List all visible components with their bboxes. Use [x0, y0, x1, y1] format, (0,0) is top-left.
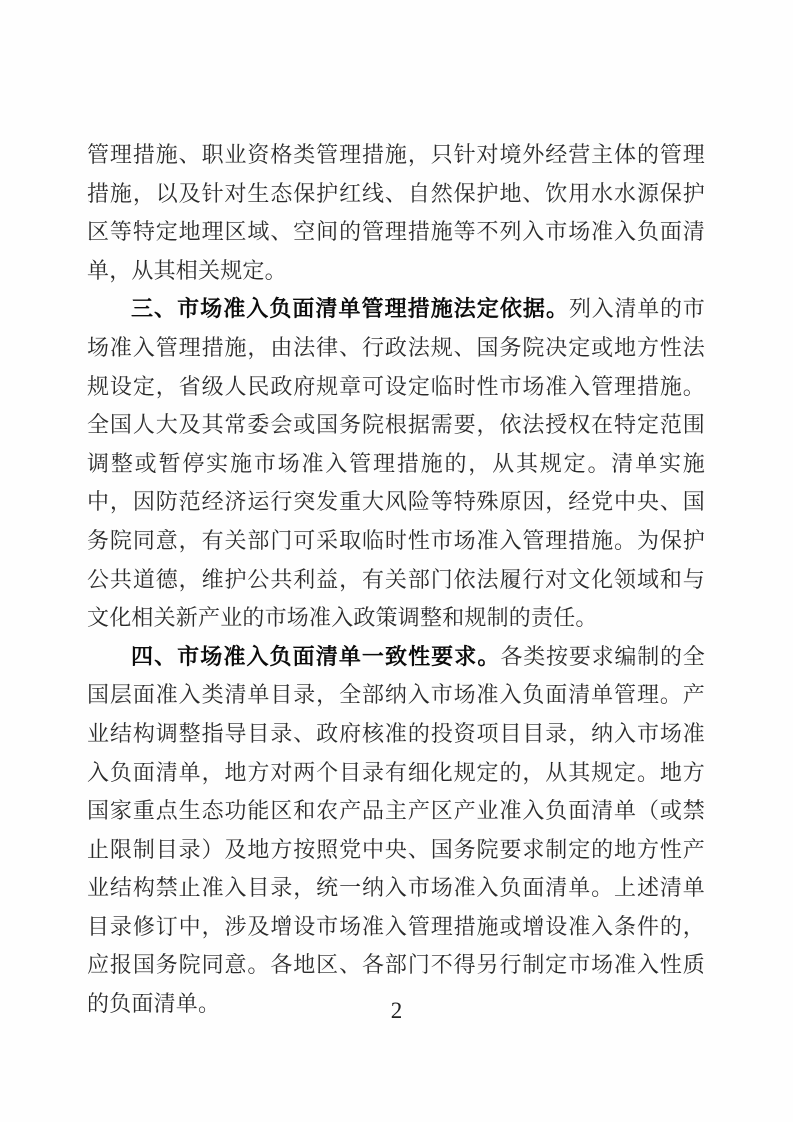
paragraph-text: 列入清单的市场准入管理措施，由法律、行政法规、国务院决定或地方性法规设定，省级人民政府规章可设定临时性市场准入管理措施。全国人大及其常委会或国务院根据需要，依法授权在特定范围调整或暂停实施市场准入管理措施的，从其规定。清单实施中，因防范经济运行突发重大风险等特殊原因，经党中央、国务院同意，有关部门可采取临时性市场准入管理措施。为保护公共道德，维护公共利益，有关部门依法履行对文化领域和与文化相关新产业的市场准入政策调整和规制的责任。 [87, 296, 705, 631]
paragraph [87, 136, 705, 290]
page-number: 2 [390, 998, 403, 1023]
section-heading: 四、市场准入负面清单一致性要求。 [131, 643, 501, 669]
paragraph-text: 各类按要求编制的全国层面准入类清单目录，全部纳入市场准入负面清单管理。产业结构调整指导目录、政府核准的投资项目目录，纳入市场准入负面清单，地方对两个目录有细化规定的，从其规定。地方国家重点生态功能区和农产品主产区产业准入负面清单（或禁止限制目录）及地方按照党中央、国务院要求制定的地方性产业结构禁止准入目录，统一纳入市场准入负面清单。上述清单目录修订中，涉及增设市场准入管理措施或增设准入条件的，应报国务院同意。各地区、各部门不得另行制定市场准入性质的负面清单。 [87, 643, 705, 1017]
paragraph-text: 管理措施、职业资格类管理措施，只针对境外经营主体的管理措施，以及针对生态保护红线、自然保护地、饮用水水源保护区等特定地理区域、空间的管理措施等不列入市场准入负面清单，从其相关规定。 [87, 142, 705, 283]
document-body [87, 136, 705, 1024]
section-heading: 三、市场准入负面清单管理措施法定依据。 [131, 296, 570, 322]
paragraph [87, 290, 705, 637]
paragraph [87, 638, 705, 1024]
